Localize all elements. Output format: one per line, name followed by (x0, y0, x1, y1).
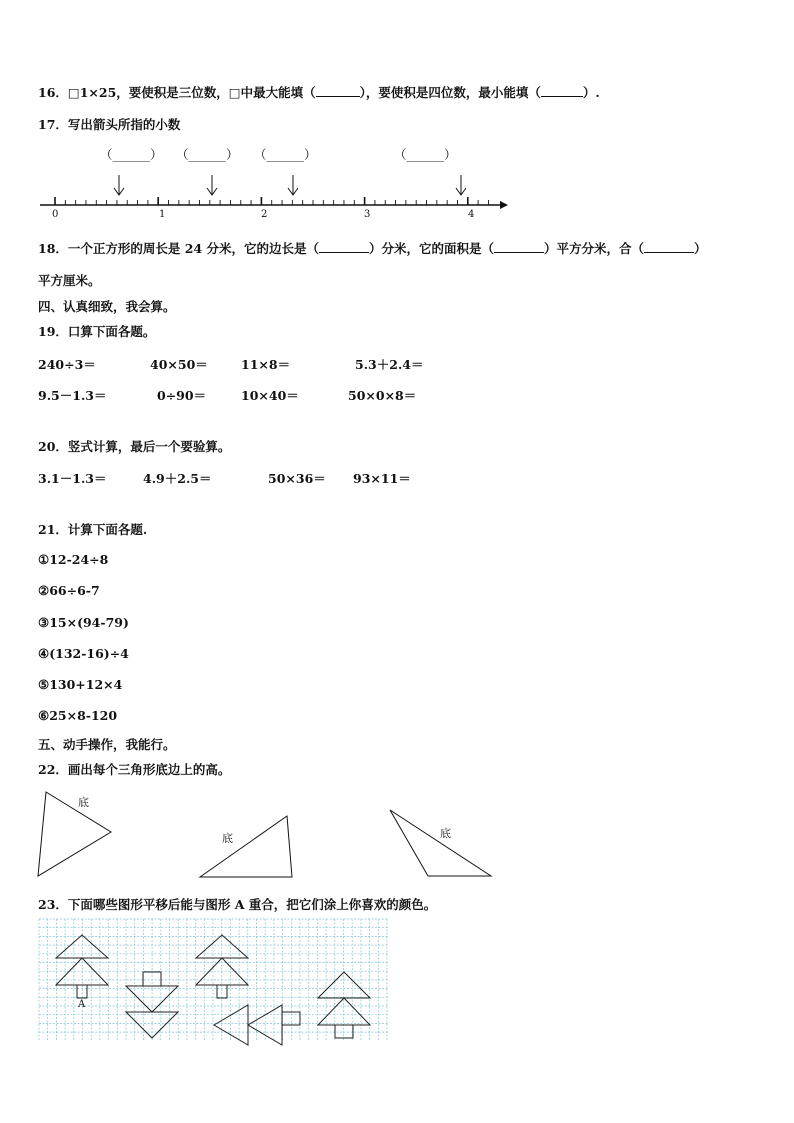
question-19-title: 19．口算下面各题。 (38, 324, 156, 339)
oral-calc: 0÷90＝ (157, 388, 207, 403)
answer-bracket[interactable]: （______） (176, 147, 239, 162)
expression-item: ⑤130+12×4 (38, 677, 123, 692)
question-18: 18．一个正方形的周长是 24 分米，它的边长是（ ）分米，它的面积是（ ）平方分米，合（ ） (38, 241, 707, 256)
question-23-title: 23．下面哪些图形平移后能与图形 A 重合，把它们涂上你喜欢的颜色。 (38, 897, 437, 912)
answer-bracket[interactable]: （______） (254, 147, 317, 162)
answer-bracket[interactable]: （______） (394, 147, 457, 162)
tick-label: 3 (364, 209, 371, 220)
base-label: 底 (222, 832, 233, 845)
tick-label: 1 (159, 209, 166, 220)
expression-item: ①12-24÷8 (38, 552, 109, 567)
vertical-calc: 4.9＋2.5＝ (143, 471, 212, 486)
section-5-heading: 五、动手操作，我能行。 (38, 737, 176, 752)
oral-calc: 40×50＝ (150, 357, 208, 372)
question-22-title: 22．画出每个三角形底边上的高。 (38, 762, 231, 777)
oral-calc: 5.3＋2.4＝ (355, 357, 424, 372)
oral-calc: 10×40＝ (241, 388, 299, 403)
oral-calc: 11×8＝ (241, 357, 291, 372)
question-18-line2: 平方厘米。 (38, 273, 101, 288)
tick-label: 2 (261, 209, 268, 220)
base-label: 底 (440, 827, 451, 840)
expression-item: ⑥25×8-120 (38, 708, 118, 723)
question-21-title: 21．计算下面各题. (38, 522, 148, 537)
expression-item: ③15×(94-79) (38, 615, 129, 630)
oral-calc: 50×0×8＝ (348, 388, 417, 403)
vertical-calc: 93×11＝ (353, 471, 411, 486)
question-17-title: 17．写出箭头所指的小数 (38, 117, 181, 132)
expression-item: ④(132-16)÷4 (38, 646, 129, 661)
expression-item: ②66÷6-7 (38, 583, 100, 598)
vertical-calc: 50×36＝ (268, 471, 326, 486)
answer-bracket[interactable]: （______） (100, 147, 163, 162)
oral-calc: 9.5－1.3＝ (38, 388, 107, 403)
tick-label: 0 (52, 209, 59, 220)
question-20-title: 20．竖式计算，最后一个要验算。 (38, 439, 231, 454)
question-16: 16．□1×25，要使积是三位数，□中最大能填（ ），要使积是四位数，最小能填（ ）. (38, 85, 600, 100)
oral-calc: 240÷3＝ (38, 357, 96, 372)
tree-shape-rotated[interactable] (214, 1005, 300, 1045)
section-4-heading: 四、认真细致，我会算。 (38, 299, 176, 314)
tick-label: 4 (468, 209, 475, 220)
vertical-calc: 3.1－1.3＝ (38, 471, 107, 486)
base-label: 底 (78, 796, 89, 809)
shape-label-a: A (78, 999, 86, 1010)
